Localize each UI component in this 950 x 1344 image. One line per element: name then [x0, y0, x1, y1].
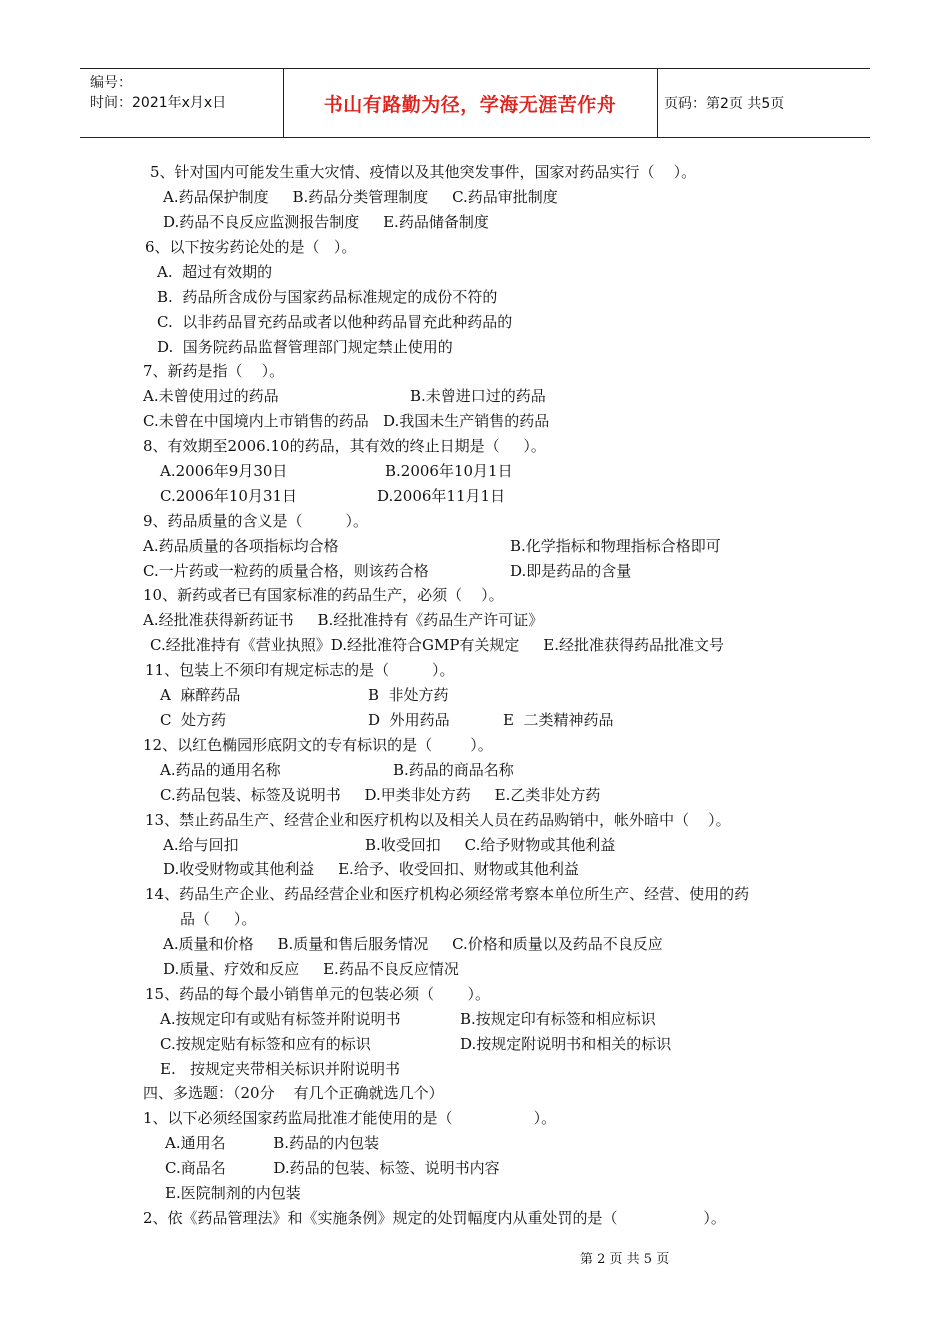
option-line: A.质量和价格 B.质量和售后服务情况 C.价格和质量以及药品不良反应 [163, 935, 663, 953]
question-text: 9、药品质量的含义是（ ）。 [143, 512, 368, 530]
option-line: B.按规定印有标签和相应标识 [460, 1010, 656, 1028]
page-header [80, 68, 870, 138]
option-line: C.商品名 D.药品的包装、标签、说明书内容 [165, 1159, 500, 1177]
option-line: D.收受财物或其他利益 E.给予、收受回扣、财物或其他利益 [163, 860, 579, 878]
option-line: A. 超过有效期的 [157, 263, 273, 281]
option-line: B. 药品所含成份与国家药品标准规定的成份不符的 [157, 288, 498, 306]
option-line: A.2006年9月30日 [160, 462, 288, 480]
option-line: C. 以非药品冒充药品或者以他种药品冒充此种药品的 [157, 313, 513, 331]
question-text: 8、有效期至2006.10的药品，其有效的终止日期是（ ）。 [143, 437, 546, 455]
option-line: A.给与回扣 [163, 836, 239, 854]
header-page-info: 页码：第2页 共5页 [664, 96, 785, 112]
option-line: C 处方药 [160, 711, 227, 729]
option-line: A.未曾使用过的药品 [143, 387, 279, 405]
question-text: 品（ ）。 [180, 910, 257, 928]
option-line: C.经批准持有《营业执照》D.经批准符合GMP有关规定 E.经批准获得药品批准文号 [150, 636, 724, 654]
header-motto: 书山有路勤为径，学海无涯苦作舟 [323, 93, 617, 116]
option-line: B.药品的商品名称 [393, 761, 514, 779]
option-line: D.即是药品的含量 [510, 562, 632, 580]
option-line: B.2006年10月1日 [385, 462, 513, 480]
question-text: 14、药品生产企业、药品经营企业和医疗机构必须经常考察本单位所生产、经营、使用的药 [145, 885, 750, 903]
document-date: 时间：2021年x月x日 [90, 95, 227, 111]
header-meta [90, 73, 226, 113]
option-line: A.药品保护制度 B.药品分类管理制度 C.药品审批制度 [163, 188, 558, 206]
question-text: 11、包装上不须印有规定标志的是（ ）。 [145, 661, 455, 679]
option-line: C.2006年10月31日 [160, 487, 298, 505]
option-line: C.药品包装、标签及说明书 D.甲类非处方药 E.乙类非处方药 [160, 786, 601, 804]
page-footer: 第 2 页 共 5 页 [580, 1252, 670, 1267]
question-text: 15、药品的每个最小销售单元的包装必须（ ）。 [145, 985, 490, 1003]
question-text: 7、新药是指（ ）。 [143, 362, 285, 380]
question-text: 10、新药或者已有国家标准的药品生产，必须（ ）。 [143, 586, 504, 604]
option-line: E.医院制剂的内包装 [165, 1184, 301, 1202]
question-text: 1、以下必须经国家药监局批准才能使用的是（ ）。 [143, 1109, 557, 1127]
document-number: 编号： [90, 75, 132, 91]
option-line: C.一片药或一粒药的质量合格，则该药合格 [143, 562, 429, 580]
option-line: A.按规定印有或贴有标签并附说明书 [160, 1010, 401, 1028]
header-divider [657, 69, 658, 137]
option-line: D 外用药品 [368, 711, 450, 729]
option-line: B.收受回扣 C.给予财物或其他利益 [365, 836, 616, 854]
option-line: D. 国务院药品监督管理部门规定禁止使用的 [157, 338, 453, 356]
option-line: B.化学指标和物理指标合格即可 [510, 537, 721, 555]
option-line: D.2006年11月1日 [377, 487, 506, 505]
question-text: 6、以下按劣药论处的是（ ）。 [145, 238, 357, 256]
section-title: 四、多选题：（20分 有几个正确就选几个） [143, 1084, 444, 1102]
option-line: A.经批准获得新药证书 B.经批准持有《药品生产许可证》 [143, 611, 544, 629]
option-line: A.药品的通用名称 [160, 761, 281, 779]
option-line: E. 按规定夹带相关标识并附说明书 [160, 1060, 401, 1078]
question-text: 5、针对国内可能发生重大灾情、疫情以及其他突发事件，国家对药品实行（ ）。 [150, 163, 697, 181]
option-line: A.通用名 B.药品的内包装 [165, 1134, 380, 1152]
option-line: C.按规定贴有标签和应有的标识 [160, 1035, 371, 1053]
option-line: D.质量、疗效和反应 E.药品不良反应情况 [163, 960, 459, 978]
question-text: 2、依《药品管理法》和《实施条例》规定的处罚幅度内从重处罚的是（ ）。 [143, 1209, 726, 1227]
option-line: C.未曾在中国境内上市销售的药品 D.我国未生产销售的药品 [143, 412, 550, 430]
question-text: 12、以红色椭园形底阴文的专有标识的是（ ）。 [143, 736, 493, 754]
option-line: D.按规定附说明书和相关的标识 [460, 1035, 672, 1053]
question-text: 13、禁止药品生产、经营企业和医疗机构以及相关人员在药品购销中，帐外暗中（ ）。 [145, 811, 731, 829]
option-line: B 非处方药 [368, 686, 449, 704]
option-line: D.药品不良反应监测报告制度 E.药品储备制度 [163, 213, 489, 231]
option-line: A 麻醉药品 [160, 686, 241, 704]
option-line: E 二类精神药品 [503, 711, 614, 729]
option-line: A.药品质量的各项指标均合格 [143, 537, 339, 555]
option-line: B.未曾进口过的药品 [410, 387, 546, 405]
